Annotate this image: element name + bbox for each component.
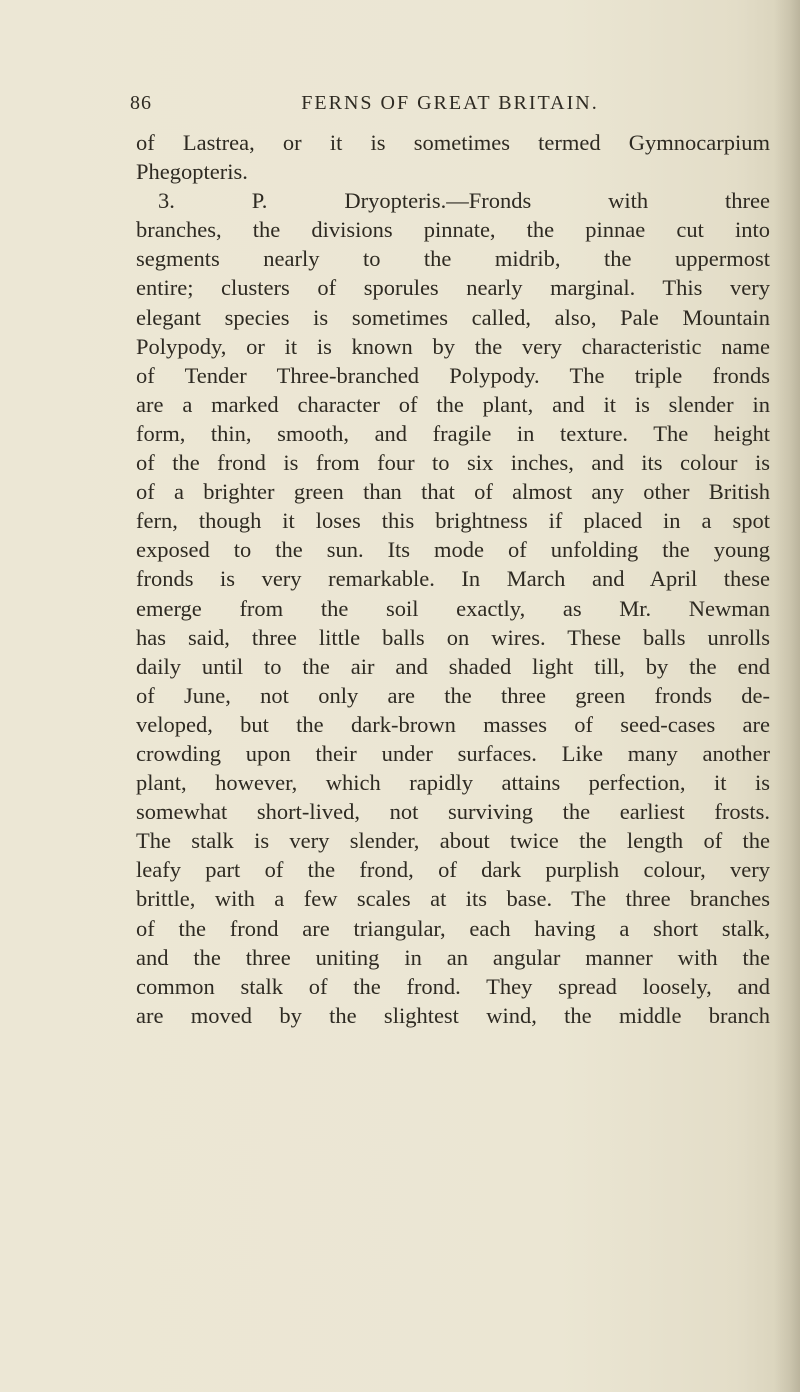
text-line: veloped, but the dark-brown masses of seed-cases are xyxy=(136,711,770,737)
text-line: of the frond is from four to six inches, and its colour is xyxy=(136,450,770,476)
text-line: crowding upon their under surfaces. Like many another xyxy=(136,740,770,766)
page-header xyxy=(130,92,770,122)
running-title: FERNS OF GREAT BRITAIN. xyxy=(301,92,599,114)
text-line: plant, however, which rapidly attains perfection, it is xyxy=(136,770,770,796)
text-line: of a brighter green than that of almost any other British xyxy=(136,479,770,505)
text-line: fern, though it loses this brightness if placed in a spot xyxy=(136,508,770,534)
text-line: somewhat short-lived, not surviving the earliest frosts. xyxy=(136,799,770,825)
text-line: leafy part of the frond, of dark purplish colour, very xyxy=(136,857,770,883)
text-line: 3. P. Dryopteris.—Fronds with three xyxy=(158,188,770,214)
text-line: of Lastrea, or it is sometimes termed Gymnocarpium xyxy=(136,130,770,155)
text-line: common stalk of the frond. They spread loosely, and xyxy=(136,973,770,999)
text-line: brittle, with a few scales at its base. The three branches xyxy=(136,886,770,912)
page-number: 86 xyxy=(130,92,152,114)
text-line: of Tender Three-branched Polypody. The triple fronds xyxy=(136,362,770,388)
text-line: and the three uniting in an angular manner with the xyxy=(136,944,770,970)
text-line: are a marked character of the plant, and it is slender in xyxy=(136,391,770,417)
text-line: elegant species is sometimes called, also, Pale Mountain xyxy=(136,304,770,330)
text-line: has said, three little balls on wires. These balls unrolls xyxy=(136,624,770,650)
text-line: Phegopteris. xyxy=(136,159,248,185)
text-line: segments nearly to the midrib, the uppermost xyxy=(136,246,770,272)
text-line: are moved by the slightest wind, the middle branch xyxy=(136,1002,770,1028)
text-line: entire; clusters of sporules nearly marginal. This very xyxy=(136,275,770,301)
text-line: fronds is very remarkable. In March and April these xyxy=(136,566,770,592)
text-line: form, thin, smooth, and fragile in texture. The height xyxy=(136,420,770,446)
body-text xyxy=(136,128,770,1030)
text-line: daily until to the air and shaded light till, by the end xyxy=(136,653,770,679)
text-line: The stalk is very slender, about twice the length of the xyxy=(136,828,770,854)
text-line: emerge from the soil exactly, as Mr. Newman xyxy=(136,595,770,621)
text-line: exposed to the sun. Its mode of unfolding the young xyxy=(136,537,770,563)
text-line: of June, not only are the three green fronds de- xyxy=(136,682,770,708)
page-edge-shadow xyxy=(774,0,800,1392)
text-line: Polypody, or it is known by the very characteristic name xyxy=(136,333,770,359)
text-line: of the frond are triangular, each having a short stalk, xyxy=(136,915,770,941)
text-line: branches, the divisions pinnate, the pinnae cut into xyxy=(136,217,770,243)
